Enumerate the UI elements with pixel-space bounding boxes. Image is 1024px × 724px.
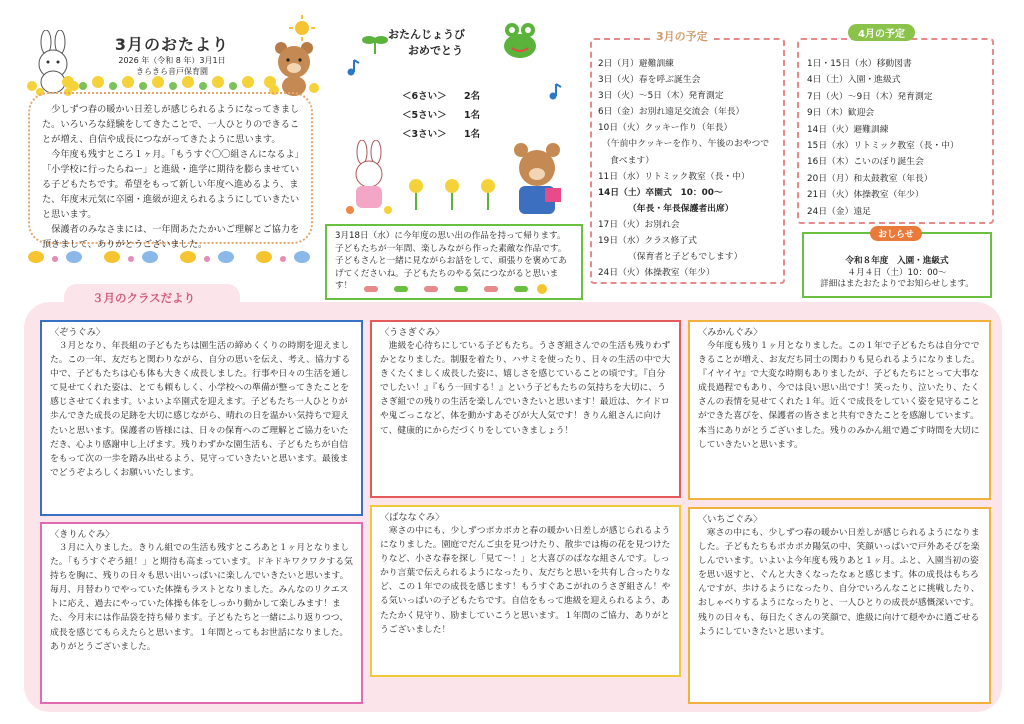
class-section-title: ３月のクラスだより bbox=[92, 291, 196, 305]
ceremony-notice bbox=[802, 232, 992, 298]
birthday-title-line1: おたんじょうび bbox=[388, 28, 465, 41]
birthday-age: ＜5さい＞ bbox=[402, 110, 447, 121]
schedule-item: 24日（金）遠足 bbox=[807, 206, 871, 217]
schedule-item: 6日（金）お別れ遠足交流会（年長） bbox=[598, 107, 745, 118]
craft-supplies-decoration bbox=[360, 282, 548, 296]
ceremony-line: ４月４日（土）10：00～ bbox=[847, 267, 947, 278]
issue-date: 2026 年（令和 8 年）3月1日 bbox=[118, 56, 226, 65]
class-box-banana bbox=[370, 505, 681, 677]
birthday-age: ＜3さい＞ bbox=[402, 129, 447, 140]
class-box-zou bbox=[40, 320, 363, 516]
class-text: ３月に入りました。きりん組での生活も残すところあと１ヶ月となりました。「もうすぐぞう組！」と期待も高まっています。ドキドキワクワクする気持ちを胸に、残りの日々も思い出いっぱいに楽しんでいきたいと思います。毎月、月替わりでやっていた体操もラストとなりました。みんなのリクエストに応え、過去にやっていた体操も体をしっかり動かして楽しみます！また、今月末には作品袋を持ち帰ります。子どもたちと一緒にふり返りつつ、成長を感じてもらえたらと思います。１年間とってもお世話になりました。ありがとうございました。 bbox=[50, 543, 353, 652]
class-text: 寒さの中にも、少しずつ春の暖かい日差しが感じられるようになりました。子どもたちもポカポカ陽気の中、笑顔いっぱいで戸外あそびを楽しんでいます。いよいよ今年度も残りあと１ヶ月。ふと、入園当初の姿を思い返すと、ぐんと大きくなったなぁと感じます。体の成長はもちろんですが、歩けるようになったり、自分でいろんなことに挑戦したり、おしゃべりするようになったりと、一人ひとりの成長が感慨深いです。残りの日々も、毎日たくさんの笑顔で、進級に向けて穏やかに過ごせるようにしていきたいと思います。 bbox=[698, 528, 980, 637]
schedule-item: 2日（月）避難訓練 bbox=[598, 59, 674, 69]
schedule-item: （年長・年長保護者出席） bbox=[628, 203, 734, 214]
schedule-item: 9日（木）歓迎会 bbox=[807, 108, 875, 119]
class-text: 寒さの中にも、少しずつポカポカと春の暖かい日差しが感じられるようになりました。園庭でだんご虫を見つけたり、散歩では梅の花を見つけたりなど、小さな春を探し「見て～！」と大喜びのばなな組さんです。しっかり言葉で伝えられるようになったり、友だちと思いを共有し合ったりなど、この１年での成長を感じます！もうすぐあこがれのうさぎ組さん！やる気いっぱいの子どもたちです。自信をもって進級を迎えられるよう、あたたかく見守り、励ましていこうと思います。１年間のご協力、ありがとうございました！ bbox=[380, 526, 671, 635]
header bbox=[98, 32, 246, 76]
schedule-item: （午前中クッキーを作り、午後のおやつで bbox=[602, 139, 770, 150]
class-heading: 〈うさぎぐみ〉 bbox=[380, 327, 445, 338]
birthday-row bbox=[402, 107, 480, 121]
schedule-item: 14日（火）避難訓練 bbox=[807, 124, 889, 135]
class-box-ichigo bbox=[688, 507, 991, 704]
birthday-title-line2: おめでとう bbox=[408, 44, 463, 57]
schedule-item: 14日（土）卒園式 10：00～ bbox=[598, 187, 723, 198]
schedule-item: 食べます） bbox=[610, 155, 654, 166]
birthday-age: ＜6さい＞ bbox=[402, 91, 447, 102]
class-heading: 〈ぞうぐみ〉 bbox=[50, 327, 106, 338]
ceremony-line: 令和８年度 入園・進級式 bbox=[845, 256, 949, 266]
schedule-item: 7日（火）～9日（木）発育測定 bbox=[807, 91, 933, 102]
music-note-icon bbox=[346, 58, 360, 76]
schedule-item: （保育者と子どもでします） bbox=[628, 252, 743, 263]
bird-row-decoration bbox=[22, 246, 318, 268]
frog-icon bbox=[496, 20, 544, 64]
artwork-notice-text: 3月18日（水）に今年度の思い出の作品を持って帰ります。子どもたちが一年間、楽しみながら作った素敵な作品です。子どもさんと一緒に見ながらお話をして、頑張りを褒めてあげてくださいね。子どもたちのやる気につながると思います！ bbox=[335, 231, 567, 291]
birthday-row bbox=[402, 126, 480, 140]
class-heading: 〈きりんぐみ〉 bbox=[50, 529, 115, 540]
schedule-item: 19日（水）クラス修了式 bbox=[598, 236, 697, 247]
schedule-item: 3日（火）～5日（木）発育測定 bbox=[598, 91, 724, 102]
april-schedule bbox=[797, 38, 994, 224]
ceremony-line: 詳細はまたおたよりでお知らせします。 bbox=[820, 279, 974, 289]
schedule-item: 15日（水）リトミック教室（長・中） bbox=[807, 141, 959, 152]
schedule-item: 21日（火）体操教室（年少） bbox=[807, 190, 924, 201]
class-box-mikan bbox=[688, 320, 991, 500]
intro-paragraph: 少しずつ春の暖かい日差しが感じられるようになってきました。いろいろな経験をしてきたことで、一人ひとりのできることが増え、自信や成長につながってきたように思います。 bbox=[42, 104, 300, 145]
class-text: 進級を心待ちにしている子どもたち。うさぎ組さんでの生活も残りわずかとなりました。制服を着たり、ハサミを使ったり、日々の生活の中で大きくたくましく成長した姿に、嬉しさを感じていることの頃です。『自分でしたい！』『もう一回する！』という子どもたちの気持ちを大切に、うさぎ組での残りの生活を楽しんでいきたいと思います！最近は、ケイドロや鬼ごっこなど、体を動かすあそびが大人気です！きりん組さんに向けて、健康的にからだづくりをしていきましょう！ bbox=[380, 341, 671, 436]
march-schedule-label: 3月の予定 bbox=[650, 28, 714, 44]
birthday-count: 1名 bbox=[463, 110, 481, 121]
birthday-count: 2名 bbox=[463, 91, 481, 102]
schedule-item: 20日（月）和太鼓教室（年長） bbox=[807, 173, 933, 184]
schedule-item: 24日（火）体操教室（年少） bbox=[598, 268, 715, 279]
class-heading: 〈いちごぐみ〉 bbox=[698, 514, 763, 525]
class-box-usagi bbox=[370, 320, 681, 498]
intro-box bbox=[28, 92, 313, 250]
intro-paragraph: 今年度も残すところ１ヶ月。「もうすぐ〇〇組さんになるよ」「小学校に行ったらねー」と進級・進学に期待を膨らませている子どもたちです。希望をもって新しい年度へ進めるよう、また、年度末元気に卒園・進級が迎えられるようにしていきたいと思います。 bbox=[42, 149, 300, 220]
class-text: 今年度も残り１ヶ月となりました。この１年で子どもたちは自分でできることが増え、お友だち同士の関わりも見られるようになりました。『イヤイヤ』で大変な時期もありましたが、子どもたちにとって大事な成長過程でもあり、今では良い思い出です！笑ったり、泣いたり、たくさんの表情を見せてくれた１年。近くで成長をしていく姿を見守ることができた喜びを、保護者の皆さまと共有できたことを感謝しています。本当にありがとうございました。残りのみかん組で過ごす時間を大切にしていきたいと思います。 bbox=[698, 341, 981, 450]
birthday-count: 1名 bbox=[463, 129, 481, 140]
sun-icon bbox=[288, 14, 316, 42]
schedule-item: 4日（土）入園・進級式 bbox=[807, 75, 901, 86]
schedule-item: 16日（木）こいのぼり誕生会 bbox=[807, 157, 924, 168]
class-box-kirin bbox=[40, 522, 363, 704]
class-text: ３月となり、年長組の子どもたちは園生活の締めくくりの時期を迎えました。この一年、友だちと関わりながら、自分の思いを伝え、考え、協力する中で、子どもたちは心も体も大きく成長しました。行事や日々の生活を通して見せてくれた姿は、とても頼もしく、小学校への準備が整ってきたことを感じさせてくれます。いよいよ卒園式を迎えます。子どもたち一人ひとりが歩んできた成長の足跡を大切に感じながら、晴れの日を温かい気持ちで迎えたいと思います。保護者の皆様には、日々の保育へのご理解とご協力をいただき、心より感謝申し上げます。残りわずかな園生活も、子どもたちが自信をもって次の一歩を踏み出せるよう、見守っていきたいと思います。最後までどうぞよろしくお願いいたします。 bbox=[50, 341, 351, 478]
ceremony-label: おしらせ bbox=[870, 226, 922, 241]
march-schedule bbox=[590, 38, 785, 284]
schedule-item: 3日（火）春を呼ぶ誕生会 bbox=[598, 75, 701, 86]
school-name: きらきら音戸保育園 bbox=[136, 67, 208, 76]
intro-paragraph: 保護者のみなさまには、一年間あたたかいご理解とご協力を頂きまして、ありがとうございました。 bbox=[42, 224, 300, 250]
schedule-item: 17日（火）お別れ会 bbox=[598, 219, 680, 230]
bunny-with-bouquet-icon bbox=[340, 140, 400, 218]
birthday-row bbox=[402, 88, 480, 102]
april-schedule-label: 4月の予定 bbox=[848, 24, 915, 41]
bear-with-gift-icon bbox=[505, 140, 571, 220]
music-note-icon bbox=[548, 82, 562, 100]
sprout-decoration bbox=[360, 30, 390, 54]
tulip-row-decoration bbox=[404, 176, 504, 210]
page-title: 3月のおたより bbox=[114, 35, 230, 54]
class-heading: 〈ばななぐみ〉 bbox=[380, 512, 445, 523]
schedule-item: 10日（火）クッキー作り（年長） bbox=[598, 123, 733, 134]
schedule-item: 11日（水）リトミック教室（長・中） bbox=[598, 171, 750, 182]
schedule-item: 1日・15日（水）移動図書 bbox=[807, 59, 912, 69]
class-heading: 〈みかんぐみ〉 bbox=[698, 327, 763, 338]
